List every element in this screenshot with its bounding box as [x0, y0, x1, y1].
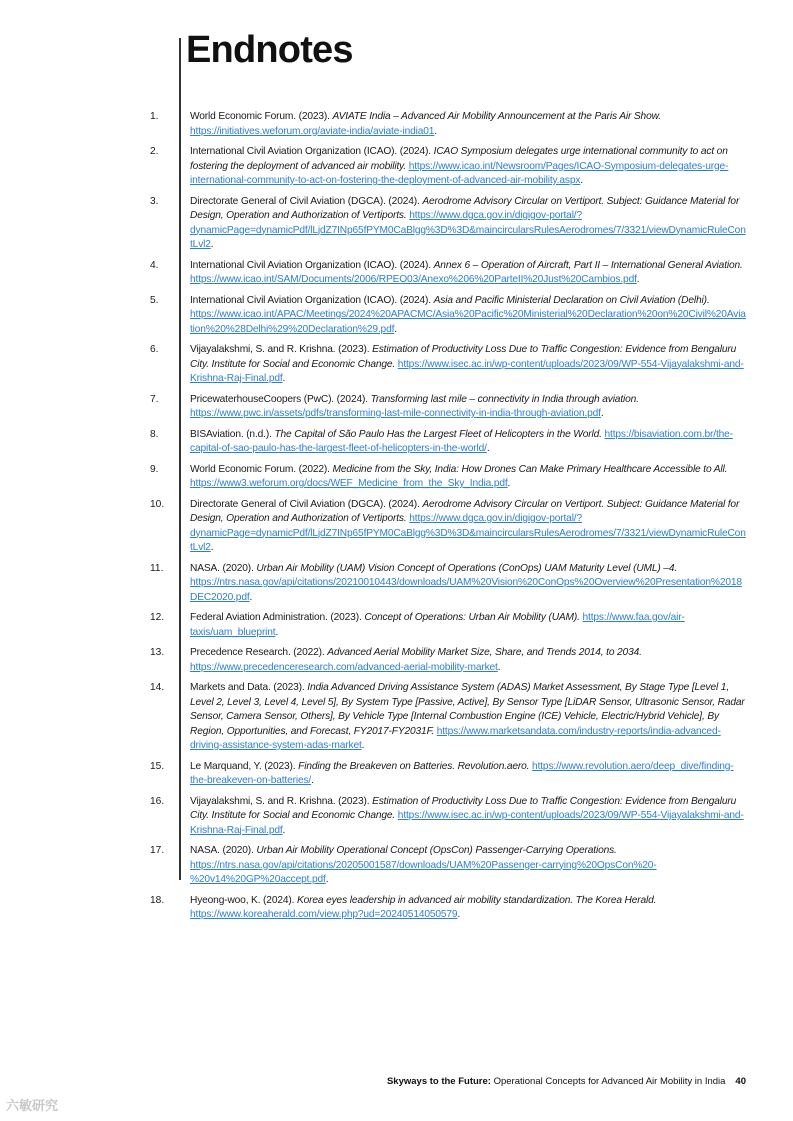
endnote-item — [150, 294, 748, 338]
endnote-link[interactable]: https://www.isec.ac.in/wp-content/uploads/2023/09/WP-554-Vijayalakshmi-and-Krishna-Raj-Final.pdf — [190, 810, 744, 836]
endnote-source-title: Estimation of Productivity Loss Due to Traffic Congestion: Evidence from Bengaluru City. Institute for Social and Economic Change. — [190, 795, 737, 821]
endnote-number: 5. — [150, 294, 159, 306]
endnote-number: 17. — [150, 845, 165, 856]
endnote-link[interactable]: https://www.icao.int/Newsroom/Pages/ICAO-Symposium-delegates-urge-international-community-to-act-on-fostering-the-deployment-of-advanced-air-mobility.aspx — [190, 160, 729, 186]
endnote-number: 8. — [150, 428, 159, 440]
endnote-text: International Civil Aviation Organization (ICAO). (2024). Asia and Pacific Ministerial Declaration on Civil Aviation (Delhi). https://www.icao.int/APAC/Meetings/2024%20APACMC/Asia%20Pacific%20Ministerial%20Declaration%20on%20Civil%20Aviation%20%28Delhi%29%20Declaration%29.pdf. — [190, 294, 746, 335]
endnote-author-date: NASA. (2020). — [190, 845, 257, 856]
endnote-number: 9. — [150, 463, 159, 475]
endnote-author-date: International Civil Aviation Organization (ICAO). (2024). — [190, 259, 434, 271]
endnote-text: World Economic Forum. (2023). AVIATE India – Advanced Air Mobility Announcement at the Paris Air Show. https://initiatives.weforum.org/aviate-india/aviate-india01. — [190, 111, 661, 137]
endnote-text: PricewaterhouseCoopers (PwC). (2024). Transforming last mile – connectivity in India through aviation. https://www.pwc.in/assets/pdfs/transforming-last-mile-connectivity-in-india-through-aviation.pdf. — [190, 393, 639, 419]
endnote-source-title: Urban Air Mobility Operational Concept (OpsCon) Passenger-Carrying Operations. — [256, 845, 617, 856]
endnote-text: NASA. (2020). Urban Air Mobility (UAM) Vision Concept of Operations (ConOps) UAM Maturity Level (UML) –4. https://ntrs.nasa.gov/api/citations/20210010443/downloads/UAM%20Vision%20ConOps%20Overview%20Presentation%2018DEC2020.pdf. — [190, 562, 742, 603]
endnote-text: International Civil Aviation Organization (ICAO). (2024). Annex 6 – Operation of Aircraft, Part II – International General Aviation. https://www.icao.int/SAM/Documents/2006/RPEO03/Anexo%206%20ParteII%20Just%20Cambios.pdf. — [190, 259, 743, 285]
endnote-text: NASA. (2020). Urban Air Mobility Operational Concept (OpsCon) Passenger-Carrying Operations. https://ntrs.nasa.gov/api/citations/20205001587/downloads/UAM%20Passenger-carrying%20OpsCon%20-%20v14%20GP%20accept.pdf. — [190, 845, 657, 885]
endnote-author-date: Markets and Data. (2023). — [190, 682, 308, 693]
endnote-source-title: Aerodrome Advisory Circular on Vertiport. Subject: Guidance Material for Design, Operation and Authorization of Vertiports. — [190, 498, 740, 524]
endnote-text: World Economic Forum. (2022). Medicine from the Sky, India: How Drones Can Make Primary Healthcare Accessible to All. https://www3.weforum.org/docs/WEF_Medicine_from_the_Sky_India.pdf. — [190, 463, 728, 489]
endnote-item — [150, 195, 748, 253]
endnote-number: 11. — [150, 562, 164, 574]
endnote-number: 2. — [150, 146, 159, 157]
endnote-link[interactable]: https://ntrs.nasa.gov/api/citations/20210010443/downloads/UAM%20Vision%20ConOps%20Overview%20Presentation%2018DEC2020.pdf — [190, 577, 742, 603]
endnotes-list — [150, 110, 748, 929]
endnote-author-date: Directorate General of Civil Aviation (DGCA). (2024). — [190, 195, 423, 207]
endnote-link[interactable]: https://www.pwc.in/assets/pdfs/transforming-last-mile-connectivity-in-india-through-aviation.pdf — [190, 408, 601, 419]
page-number: 40 — [735, 1076, 746, 1087]
endnote-source-title: Estimation of Productivity Loss Due to Traffic Congestion: Evidence from Bengaluru City. Institute for Social and Economic Change. — [190, 344, 737, 370]
endnote-text: Precedence Research. (2022). Advanced Aerial Mobility Market Size, Share, and Trends 2014, to 2034. https://www.precedenceresearch.com/advanced-aerial-mobility-market. — [190, 647, 642, 673]
endnote-item — [150, 646, 748, 675]
endnote-link[interactable]: https://www.icao.int/APAC/Meetings/2024%20APACMC/Asia%20Pacific%20Ministerial%20Declaration%20on%20Civil%20Aviation%20%28Delhi%29%20Declaration%29.pdf — [190, 309, 746, 335]
endnote-author-date: NASA. (2020). — [190, 562, 257, 574]
endnote-source-title: Transforming last mile – connectivity in India through aviation. — [370, 393, 639, 405]
endnote-item — [150, 498, 748, 556]
endnote-item — [150, 393, 748, 422]
endnote-number: 13. — [150, 647, 165, 658]
endnote-source-title: Finding the Breakeven on Batteries. Revolution.aero. — [298, 760, 530, 772]
endnote-source-title: AVIATE India – Advanced Air Mobility Announcement at the Paris Air Show. — [332, 111, 661, 122]
endnote-number: 12. — [150, 612, 165, 623]
endnote-text: Vijayalakshmi, S. and R. Krishna. (2023). Estimation of Productivity Loss Due to Traffic Congestion: Evidence from Bengaluru City. Institute for Social and Economic Change. https://www.isec.ac.in/wp-content/uploads/2023/09/WP-554-Vijayalakshmi-and-Krishna-Raj-Final.pdf. — [190, 795, 744, 836]
endnote-text: Hyeong-woo, K. (2024). Korea eyes leadership in advanced air mobility standardization. The Korea Herald. https://www.koreaherald.com/view.php?ud=20240514050579. — [190, 894, 657, 920]
endnote-author-date: International Civil Aviation Organization (ICAO). (2024). — [190, 146, 434, 157]
endnote-source-title: Medicine from the Sky, India: How Drones Can Make Primary Healthcare Accessible to All. — [332, 463, 728, 475]
endnote-author-date: World Economic Forum. (2023). — [190, 111, 333, 122]
endnote-text: BISAviation. (n.d.). The Capital of São Paulo Has the Largest Fleet of Helicopters in the World. https://bisaviation.com.br/the-capital-of-sao-paulo-has-the-largest-fleet-of-helicopters-in-the-world/. — [190, 428, 733, 454]
endnote-link[interactable]: https://www.icao.int/SAM/Documents/2006/RPEO03/Anexo%206%20ParteII%20Just%20Cambios.pdf — [190, 274, 637, 285]
endnote-link[interactable]: https://www.marketsandata.com/industry-reports/india-advanced-driving-assistance-system-adas-market — [190, 725, 721, 751]
page-title: Endnotes — [186, 29, 353, 71]
endnote-text: Vijayalakshmi, S. and R. Krishna. (2023). Estimation of Productivity Loss Due to Traffic Congestion: Evidence from Bengaluru City. Institute for Social and Economic Change. https://www.isec.ac.in/wp-content/uploads/2023/09/WP-554-Vijayalakshmi-and-Krishna-Raj-Final.pdf. — [190, 344, 744, 384]
endnote-link[interactable]: https://bisaviation.com.br/the-capital-of-sao-paulo-has-the-largest-fleet-of-helicopters-in-the-world/ — [190, 428, 733, 454]
endnote-number: 10. — [150, 498, 165, 510]
endnote-link[interactable]: https://www.revolution.aero/deep_dive/finding-the-breakeven-on-batteries/ — [190, 760, 734, 786]
endnote-source-title: Aerodrome Advisory Circular on Vertiport. Subject: Guidance Material for Design, Operation and Authorization of Vertiports. — [190, 195, 740, 221]
endnote-source-title: Annex 6 – Operation of Aircraft, Part II – International General Aviation. — [433, 259, 743, 271]
endnote-number: 16. — [150, 795, 165, 807]
endnote-author-date: Hyeong-woo, K. (2024). — [190, 894, 297, 906]
endnote-number: 3. — [150, 195, 159, 207]
endnote-text: Markets and Data. (2023). India Advanced Driving Assistance System (ADAS) Market Assessment, By Stage Type [Level 1, Level 2, Level 3, Level 4, Level 5], By System Type [Passive, Active], By Sensor Type [LiDAR Sensor, Ultrasonic Sensor, Radar Sensor, Camera Sensor, Others], By Vehicle Type [Internal Combustion Engine (ICE) Vehicle, Electric/Hybrid Vehicle], By Region, Opportunities, and Forecast, FY2017-FY2031F. https://www.marketsandata.com/industry-reports/india-advanced-driving-assistance-system-adas-market. — [190, 682, 745, 751]
endnote-number: 4. — [150, 259, 159, 271]
endnote-author-date: BISAviation. (n.d.). — [190, 428, 275, 440]
endnote-item — [150, 562, 748, 606]
endnote-source-title: Asia and Pacific Ministerial Declaration on Civil Aviation (Delhi). — [433, 294, 710, 306]
endnote-author-date: Le Marquand, Y. (2023). — [190, 760, 299, 772]
endnote-text: Le Marquand, Y. (2023). Finding the Breakeven on Batteries. Revolution.aero. https://www.revolution.aero/deep_dive/finding-the-breakeven-on-batteries/. — [190, 760, 734, 786]
endnote-author-date: Federal Aviation Administration. (2023). — [190, 612, 365, 623]
endnote-source-title: Advanced Aerial Mobility Market Size, Share, and Trends 2014, to 2034. — [327, 647, 642, 658]
endnote-link[interactable]: https://www.precedenceresearch.com/advanced-aerial-mobility-market — [190, 661, 498, 673]
endnote-text: International Civil Aviation Organization (ICAO). (2024). ICAO Symposium delegates urge international community to act on fostering the deployment of advanced air mobility. https://www.icao.int/Newsroom/Pages/ICAO-Symposium-delegates-urge-international-community-to-act-on-fostering-the-deployment-of-advanced-air-mobility.aspx. — [190, 146, 729, 186]
endnote-item — [150, 894, 748, 923]
endnote-link[interactable]: https://ntrs.nasa.gov/api/citations/20205001587/downloads/UAM%20Passenger-carrying%20OpsCon%20-%20v14%20GP%20accept.pdf — [190, 859, 657, 885]
endnote-item — [150, 428, 748, 457]
endnote-author-date: Directorate General of Civil Aviation (DGCA). (2024). — [190, 498, 423, 510]
endnote-author-date: Vijayalakshmi, S. and R. Krishna. (2023). — [190, 344, 373, 355]
endnote-number: 14. — [150, 682, 165, 693]
watermark-logo: 六敏研究 — [6, 1098, 59, 1113]
endnote-link[interactable]: https://initiatives.weforum.org/aviate-india/aviate-india01 — [190, 125, 435, 137]
endnote-text: Federal Aviation Administration. (2023). Concept of Operations: Urban Air Mobility (UAM). https://www.faa.gov/air-taxis/uam_blueprint. — [190, 612, 685, 638]
endnote-item — [150, 611, 748, 640]
endnote-source-title: Concept of Operations: Urban Air Mobility (UAM). — [364, 612, 580, 623]
endnote-item — [150, 259, 748, 288]
endnote-number: 15. — [150, 760, 165, 772]
endnote-number: 18. — [150, 894, 165, 906]
endnote-source-title: Urban Air Mobility (UAM) Vision Concept of Operations (ConOps) UAM Maturity Level (UML) –4. — [256, 562, 678, 574]
endnote-link[interactable]: https://www.dgca.gov.in/digigov-portal/?dynamicPage=dynamicPdf/lLjdZ7INp65fPYM0CaBlgg%3D%3D&maincircularsRulesAerodromes/7/3321/viewDynamicRuleContLvl2 — [190, 513, 746, 553]
endnote-author-date: PricewaterhouseCoopers (PwC). (2024). — [190, 393, 371, 405]
endnote-item — [150, 110, 748, 139]
page-footer — [387, 1076, 746, 1087]
endnote-item — [150, 145, 748, 189]
endnote-link[interactable]: https://www.isec.ac.in/wp-content/uploads/2023/09/WP-554-Vijayalakshmi-and-Krishna-Raj-Final.pdf — [190, 358, 744, 384]
endnote-number: 1. — [150, 111, 159, 122]
endnote-source-title: India Advanced Driving Assistance System (ADAS) Market Assessment, By Stage Type [Level 1, Level 2, Level 3, Level 4, Level 5], By System Type [Passive, Active], By Sensor Type [LiDAR Sensor, Ultrasonic Sensor, Radar Sensor, Camera Sensor, Others], By Vehicle Type [Internal Combustion Engine (ICE) Vehicle, Electric/Hybrid Vehicle], By Region, Opportunities, and Forecast, FY2017-FY2031F. — [190, 682, 745, 737]
endnote-number: 7. — [150, 393, 159, 405]
endnote-link[interactable]: https://www.faa.gov/air-taxis/uam_blueprint — [190, 612, 685, 638]
endnote-author-date: Precedence Research. (2022). — [190, 647, 328, 658]
endnote-author-date: Vijayalakshmi, S. and R. Krishna. (2023). — [190, 795, 373, 807]
footer-report-subtitle: Operational Concepts for Advanced Air Mobility in India — [490, 1076, 726, 1087]
endnote-link[interactable]: https://www.dgca.gov.in/digigov-portal/?dynamicPage=dynamicPdf/lLjdZ7INp65fPYM0CaBlgg%3D%3D&maincircularsRulesAerodromes/7/3321/viewDynamicRuleContLvl2 — [190, 210, 746, 250]
endnote-author-date: International Civil Aviation Organization (ICAO). (2024). — [190, 294, 434, 306]
endnote-link[interactable]: https://www3.weforum.org/docs/WEF_Medicine_from_the_Sky_India.pdf — [190, 478, 508, 489]
endnote-text: Directorate General of Civil Aviation (DGCA). (2024). Aerodrome Advisory Circular on Vertiport. Subject: Guidance Material for Design, Operation and Authorization of Vertiports. https://www.dgca.gov.in/digigov-portal/?dynamicPage=dynamicPdf/lLjdZ7INp65fPYM0CaBlgg%3D%3D&maincircularsRulesAerodromes/7/3321/viewDynamicRuleContLvl2. — [190, 498, 746, 553]
endnote-item — [150, 795, 748, 839]
endnote-item — [150, 681, 748, 754]
endnote-source-title: Korea eyes leadership in advanced air mobility standardization. The Korea Herald. — [296, 894, 657, 906]
endnote-source-title: The Capital of São Paulo Has the Largest Fleet of Helicopters in the World. — [274, 428, 602, 440]
endnote-text: Directorate General of Civil Aviation (DGCA). (2024). Aerodrome Advisory Circular on Vertiport. Subject: Guidance Material for Design, Operation and Authorization of Vertiports. https://www.dgca.gov.in/digigov-portal/?dynamicPage=dynamicPdf/lLjdZ7INp65fPYM0CaBlgg%3D%3D&maincircularsRulesAerodromes/7/3321/viewDynamicRuleContLvl2. — [190, 195, 746, 250]
endnote-source-title: ICAO Symposium delegates urge international community to act on fostering the deployment of advanced air mobility. — [190, 146, 728, 172]
endnote-author-date: World Economic Forum. (2022). — [190, 463, 333, 475]
endnote-item — [150, 844, 748, 888]
endnote-item — [150, 760, 748, 789]
footer-report-title: Skyways to the Future: — [386, 1076, 491, 1087]
endnote-number: 6. — [150, 344, 159, 355]
endnote-item — [150, 343, 748, 387]
endnote-item — [150, 463, 748, 492]
endnote-link[interactable]: https://www.koreaherald.com/view.php?ud=20240514050579 — [190, 909, 458, 920]
